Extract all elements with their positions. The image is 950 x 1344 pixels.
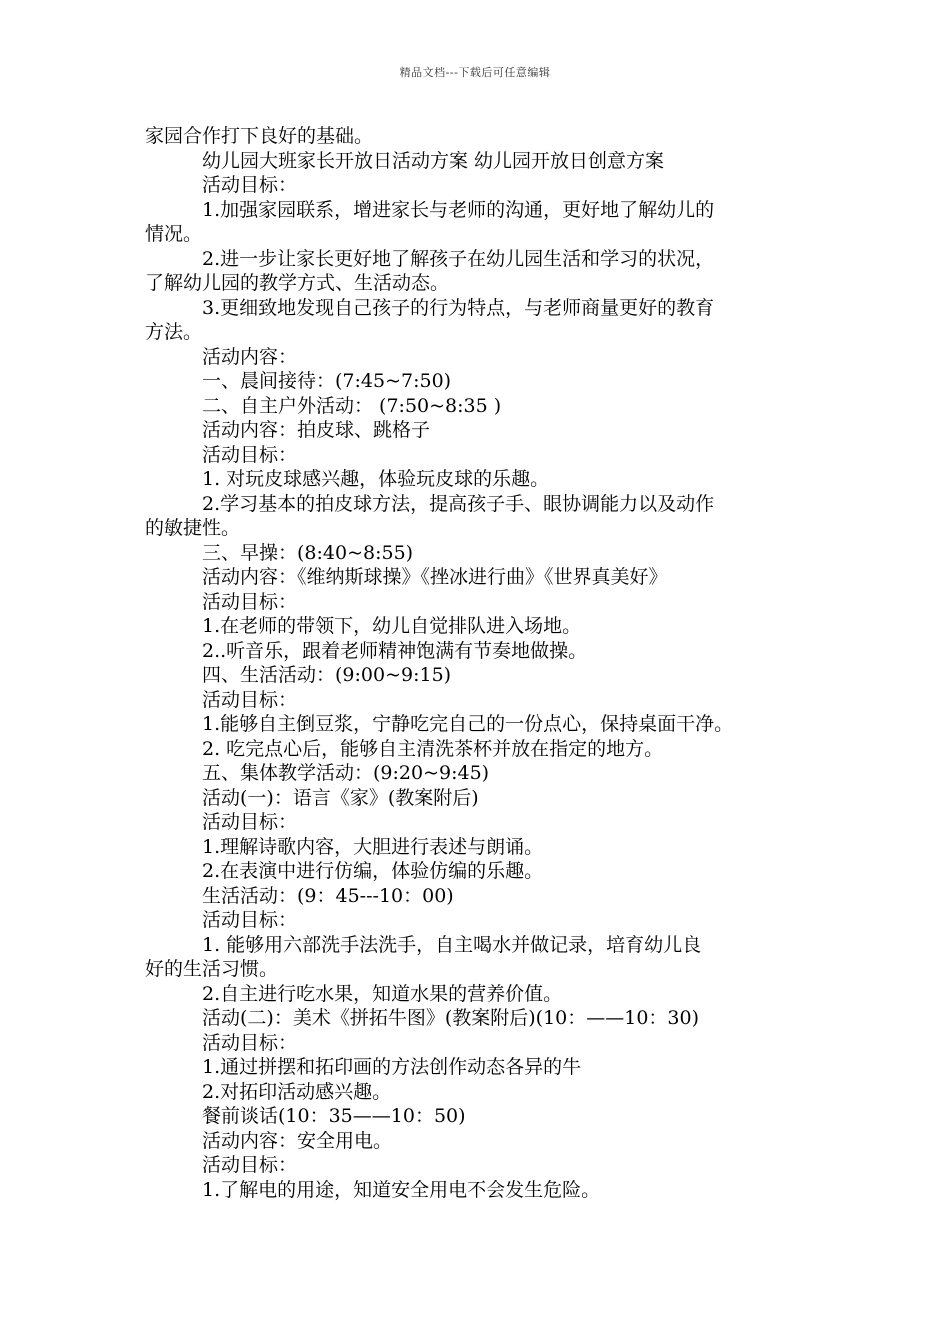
text-line: 2.进一步让家长更好地了解孩子在幼儿园生活和学习的状况， (202, 247, 715, 270)
text-line: 1.在老师的带领下，幼儿自觉排队进入场地。 (202, 615, 582, 637)
text-line: 1.通过拼摆和拓印画的方法创作动态各异的牛 (202, 1056, 582, 1078)
text-line: 活动目标： (202, 1031, 298, 1054)
text-line: 餐前谈话(10：35——10：50) (202, 1105, 466, 1127)
text-line: 1. 对玩皮球感兴趣，体验玩皮球的乐趣。 (202, 468, 550, 490)
text-line: 了解幼儿园的教学方式、生活动态。 (145, 272, 450, 294)
text-line: 三、早操：(8:40~8:55) (202, 541, 414, 564)
text-line: 二、自主户外活动： (7:50~8:35 ) (202, 394, 502, 417)
text-line: 四、生活活动：(9:00~9:15) (202, 664, 452, 686)
text-line: 活动(二)：美术《拼拓牛图》(教案附后)(10：——10：30) (202, 1007, 700, 1029)
text-line: 1. 能够用六部洗手法洗手，自主喝水并做记录，培育幼儿良 (202, 933, 702, 956)
text-line: 活动目标： (202, 811, 298, 833)
text-line: 2..听音乐，跟着老师精神饱满有节奏地做操。 (202, 639, 588, 662)
text-line: 活动内容： (202, 345, 298, 368)
text-line: 2.学习基本的拍皮球方法，提高孩子手、眼协调能力以及动作 (202, 492, 715, 515)
text-line: 活动目标： (202, 443, 298, 466)
text-line: 一、晨间接待：(7:45~7:50) (202, 370, 452, 392)
text-line: 活动内容：安全用电。 (202, 1129, 393, 1152)
text-line: 1.理解诗歌内容，大胆进行表述与朗诵。 (202, 835, 544, 858)
text-line: 活动目标： (202, 590, 298, 613)
text-line: 活动目标： (202, 1154, 298, 1176)
text-line: 幼儿园大班家长开放日活动方案 幼儿园开放日创意方案 (202, 149, 665, 172)
text-line: 活动(一)：语言《家》(教案附后) (202, 786, 479, 809)
text-line: 2.在表演中进行仿编，体验仿编的乐趣。 (202, 860, 544, 882)
text-line: 情况。 (145, 223, 203, 245)
text-line: 2.对拓印活动感兴趣。 (202, 1080, 392, 1103)
page-header: 精品文档---下载后可任意编辑 (399, 66, 551, 79)
text-line: 方法。 (145, 321, 203, 343)
text-line: 活动内容：拍皮球、跳格子 (202, 419, 431, 441)
text-line: 的敏捷性。 (145, 517, 241, 539)
text-line: 3.更细致地发现自己孩子的行为特点，与老师商量更好的教育 (202, 296, 715, 319)
text-line: 1.能够自主倒豆浆，宁静吃完自己的一份点心，保持桌面干净。 (202, 713, 734, 735)
text-line: 生活活动：(9：45---10：00) (202, 884, 454, 907)
text-line: 好的生活习惯。 (145, 958, 279, 980)
text-line: 五、集体教学活动：(9:20~9:45) (202, 762, 490, 784)
text-line: 活动目标： (202, 909, 298, 931)
text-line: 活动目标： (202, 174, 298, 196)
text-line: 2. 吃完点心后，能够自主清洗茶杯并放在指定的地方。 (202, 737, 664, 760)
text-line: 1.了解电的用途，知道安全用电不会发生危险。 (202, 1178, 601, 1201)
text-line: 活动目标： (202, 688, 298, 711)
text-line: 1.加强家园联系，增进家长与老师的沟通，更好地了解幼儿的 (202, 198, 715, 221)
text-line: 2.自主进行吃水果，知道水果的营养价值。 (202, 982, 563, 1005)
text-line: 家园合作打下良好的基础。 (145, 125, 374, 147)
document-body (145, 124, 815, 1202)
text-line: 活动内容：《维纳斯球操》《挫冰进行曲》《世界真美好》 (202, 566, 668, 588)
